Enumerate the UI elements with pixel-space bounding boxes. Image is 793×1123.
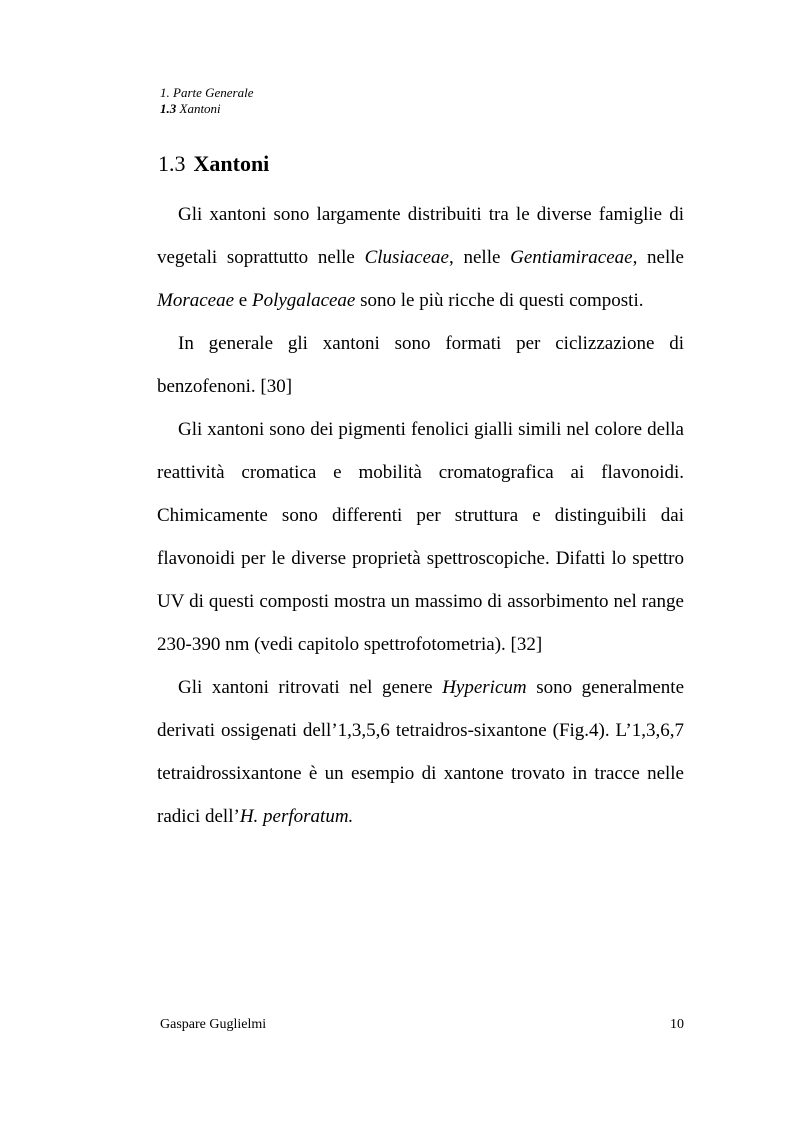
header-section-name: Xantoni (179, 101, 221, 116)
text-run: e (234, 290, 252, 311)
section-title: Xantoni (193, 151, 270, 176)
text-run: sono le più ricche di questi composti. (355, 290, 644, 311)
text-run: Gli xantoni ritrovati nel genere (178, 677, 443, 698)
body-text (157, 193, 684, 838)
text-run: sono generalmente derivati ossigenati dell’1,3,5,6 tetraidros-sixantone (Fig.4). L’1,3,6,7 tetraidrossixantone è un esempio di xantone trovato in tracce nelle radici dell’ (157, 677, 684, 827)
paragraph-3: Gli xantoni sono dei pigmenti fenolici gialli simili nel colore della reattività cromatica e mobilità cromatografica ai flavonoidi. Chimicamente sono differenti per struttura e distinguibili dai flavonoidi per le diverse proprietà spettroscopiche. Difatti lo spettro UV di questi composti mostra un massimo di assorbimento nel range 230-390 nm (vedi capitolo spettrofotometria). [32] (157, 419, 684, 655)
page-footer (160, 1016, 684, 1034)
footer-author: Gaspare Guglielmi (160, 1017, 267, 1032)
text-run: Gli xantoni sono largamente distribuiti tra le diverse famiglie di vegetali soprattutto nelle (157, 204, 684, 268)
italic-term: Polygalaceae (251, 290, 356, 311)
italic-term: Clusiaceae (364, 247, 449, 268)
paragraph-1 (157, 193, 684, 322)
section-heading (158, 150, 269, 178)
italic-term: H. perforatum. (239, 806, 354, 827)
header-section (160, 101, 254, 117)
text-run: , nelle (449, 247, 511, 268)
text-run: , nelle (632, 247, 684, 268)
running-header (160, 85, 254, 117)
page-number: 10 (670, 1017, 684, 1032)
italic-term: Gentiamiraceae (510, 247, 633, 268)
italic-term: Hypericum (442, 677, 527, 698)
header-section-number: 1.3 (160, 101, 177, 116)
paragraph-4 (157, 666, 684, 838)
header-chapter: 1. Parte Generale (160, 85, 254, 100)
italic-term: Moraceae (157, 290, 235, 311)
paragraph-2: In generale gli xantoni sono formati per ciclizzazione di benzofenoni. [30] (157, 333, 684, 397)
section-number: 1.3 (158, 151, 186, 176)
